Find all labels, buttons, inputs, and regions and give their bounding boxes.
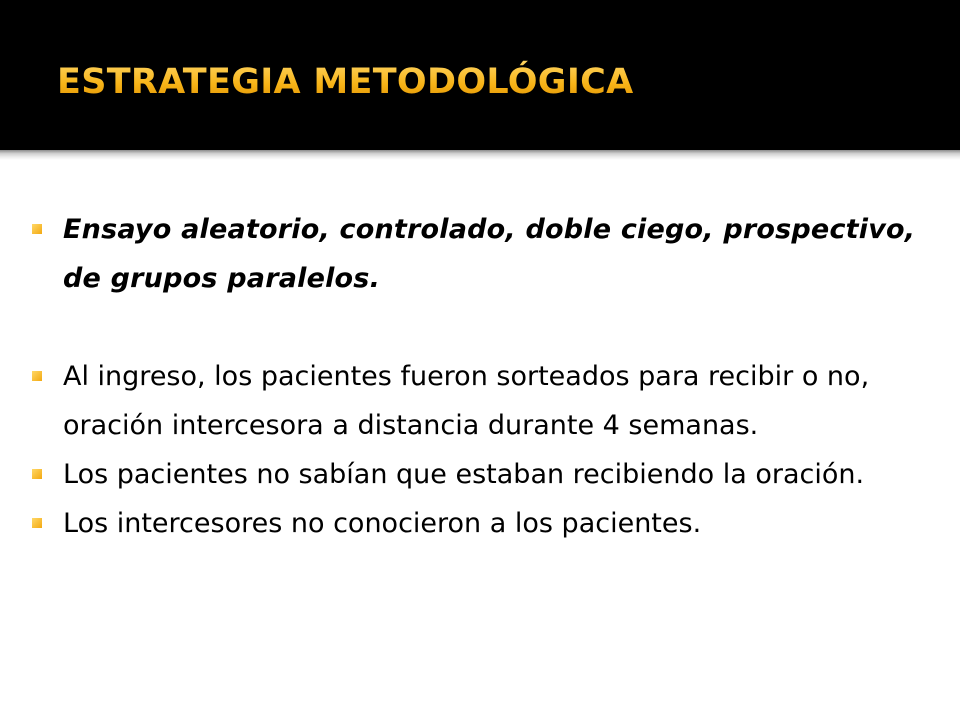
- square-bullet-icon: [32, 469, 42, 479]
- square-bullet-icon: [32, 371, 42, 381]
- square-bullet-icon: [32, 518, 42, 528]
- bullet-text: Los pacientes no sabían que estaban recibiendo la oración.: [63, 459, 865, 490]
- header-band: [0, 0, 960, 150]
- bullet-text: Los intercesores no conocieron a los pacientes.: [63, 508, 702, 539]
- bullet-text: Al ingreso, los pacientes fueron sorteados para recibir o no, oración intercesora a distancia durante 4 semanas.: [63, 361, 870, 441]
- header-divider: [0, 150, 960, 160]
- bullet-item-blinding-intercessors: [30, 499, 930, 548]
- bullet-list: [30, 205, 930, 548]
- square-bullet-icon: [32, 224, 42, 234]
- bullet-text: Ensayo aleatorio, controlado, doble ciego, prospectivo, de grupos paralelos.: [63, 214, 916, 294]
- bullet-item-randomization: [30, 352, 930, 450]
- slide-title: ESTRATEGIA METODOLÓGICA: [57, 58, 634, 106]
- bullet-item-blinding-patients: [30, 450, 930, 499]
- bullet-item-study-design: [30, 205, 930, 303]
